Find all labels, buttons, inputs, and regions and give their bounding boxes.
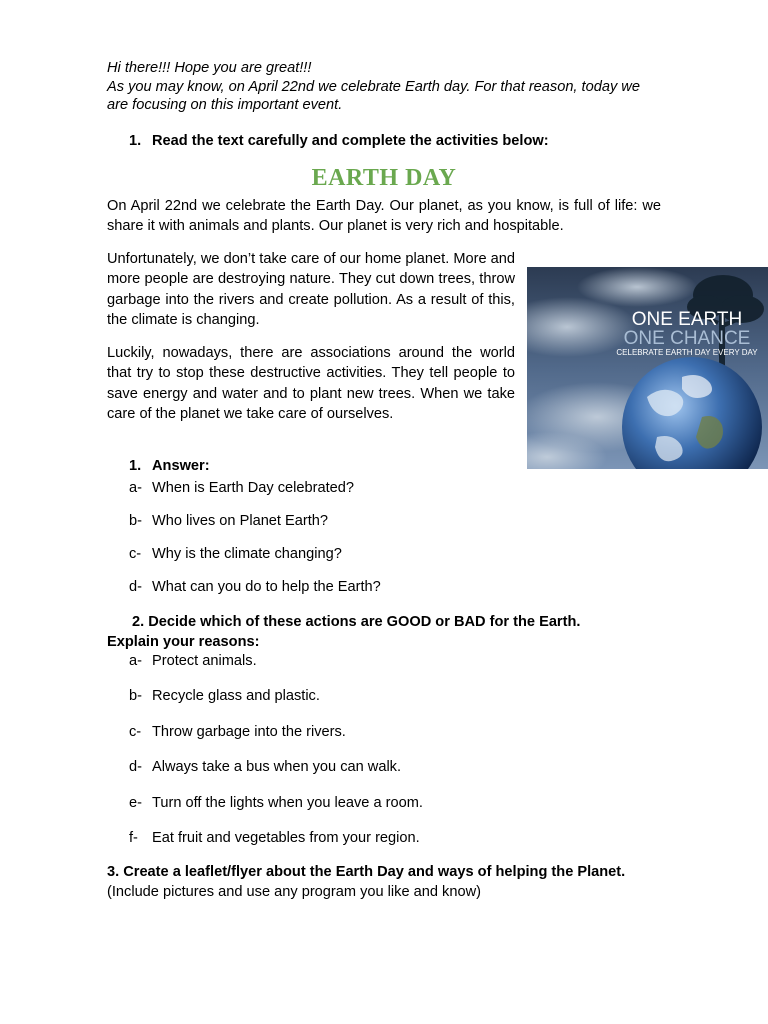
decide-subheading: Explain your reasons:: [107, 633, 260, 650]
list-item-letter: c-: [129, 545, 142, 562]
reading-paragraph-2: Unfortunately, we don’t take care of our home planet. More and more people are destroying nature. They cut down trees, throw garbage into the rivers and create pollution. As a result of this, the climate is changing.: [107, 250, 515, 328]
answer-number: 1.: [129, 457, 142, 474]
list-item-text: Eat fruit and vegetables from your region.: [152, 830, 420, 846]
list-item-letter: b-: [129, 512, 142, 529]
greeting-line: Hi there!!! Hope you are great!!!: [107, 60, 312, 76]
poster-line-2: ONE CHANCE: [623, 327, 751, 349]
list-item: [107, 687, 661, 705]
list-item-text: Why is the climate changing?: [152, 545, 342, 562]
action-list: [107, 652, 661, 848]
list-item-letter: c-: [129, 723, 142, 740]
list-item: [107, 652, 661, 670]
answer-label: Answer:: [152, 457, 210, 474]
intro-text: As you may know, on April 22nd we celebrate Earth day. For that reason, today we are focusing on this important event.: [107, 78, 640, 113]
intro-greeting: [107, 59, 661, 115]
list-item-text: When is Earth Day celebrated?: [152, 479, 354, 496]
decide-section: [107, 612, 661, 652]
reading-paragraph-1: On April 22nd we celebrate the Earth Day. Our planet, as you know, is full of life: we share it with animals and plants. Our planet is very rich and hospitable.: [107, 197, 661, 234]
list-item: [107, 723, 661, 741]
list-item-text: Protect animals.: [152, 652, 257, 669]
list-item-letter: a-: [129, 652, 142, 669]
page-title: EARTH DAY: [311, 164, 457, 191]
instruction-number: 1.: [129, 132, 142, 149]
earth-globe-icon: [527, 267, 768, 469]
list-item: [107, 512, 661, 530]
reading-paragraph-3: Luckily, nowadays, there are associations around the world that try to stop these destructive activities. They tell people to save energy and water and to plant new trees. When we take care of the planet we take care of ourselves.: [107, 344, 515, 422]
list-item: [107, 545, 661, 563]
poster-line-1: ONE EARTH: [631, 308, 743, 330]
decide-heading: 2. Decide which of these actions are GOOD or BAD for the Earth.: [132, 613, 581, 630]
instruction-heading: [107, 132, 661, 150]
list-item-text: Throw garbage into the rivers.: [152, 723, 346, 740]
answer-section: [107, 457, 661, 596]
create-section: [107, 863, 661, 902]
list-item-letter: d-: [129, 578, 142, 595]
list-item-text: Recycle glass and plastic.: [152, 688, 320, 704]
list-item-text: Turn off the lights when you leave a room.: [152, 794, 423, 811]
list-item-letter: d-: [129, 759, 142, 775]
list-item-text: Always take a bus when you can walk.: [152, 759, 402, 775]
list-item: [107, 479, 661, 497]
list-item: [107, 794, 661, 812]
create-heading: 3. Create a leaflet/flyer about the Earth Day and ways of helping the Planet.: [107, 864, 626, 880]
list-item: [107, 829, 661, 847]
question-list: [107, 479, 661, 596]
list-item-letter: a-: [129, 479, 142, 496]
list-item-text: What can you do to help the Earth?: [152, 578, 381, 595]
list-item-letter: f-: [129, 830, 138, 846]
earth-day-poster-image: [527, 267, 768, 469]
worksheet-page: [107, 59, 758, 902]
create-note: (Include pictures and use any program you like and know): [107, 883, 481, 900]
list-item: [107, 758, 661, 776]
instruction-text: Read the text carefully and complete the activities below:: [152, 132, 549, 149]
list-item-letter: e-: [129, 794, 142, 811]
reading-with-image: [107, 249, 758, 425]
list-item-text: Who lives on Planet Earth?: [152, 512, 329, 529]
list-item-letter: b-: [129, 688, 142, 704]
list-item: [107, 578, 661, 596]
poster-line-3: CELEBRATE EARTH DAY EVERY DAY: [616, 347, 758, 357]
